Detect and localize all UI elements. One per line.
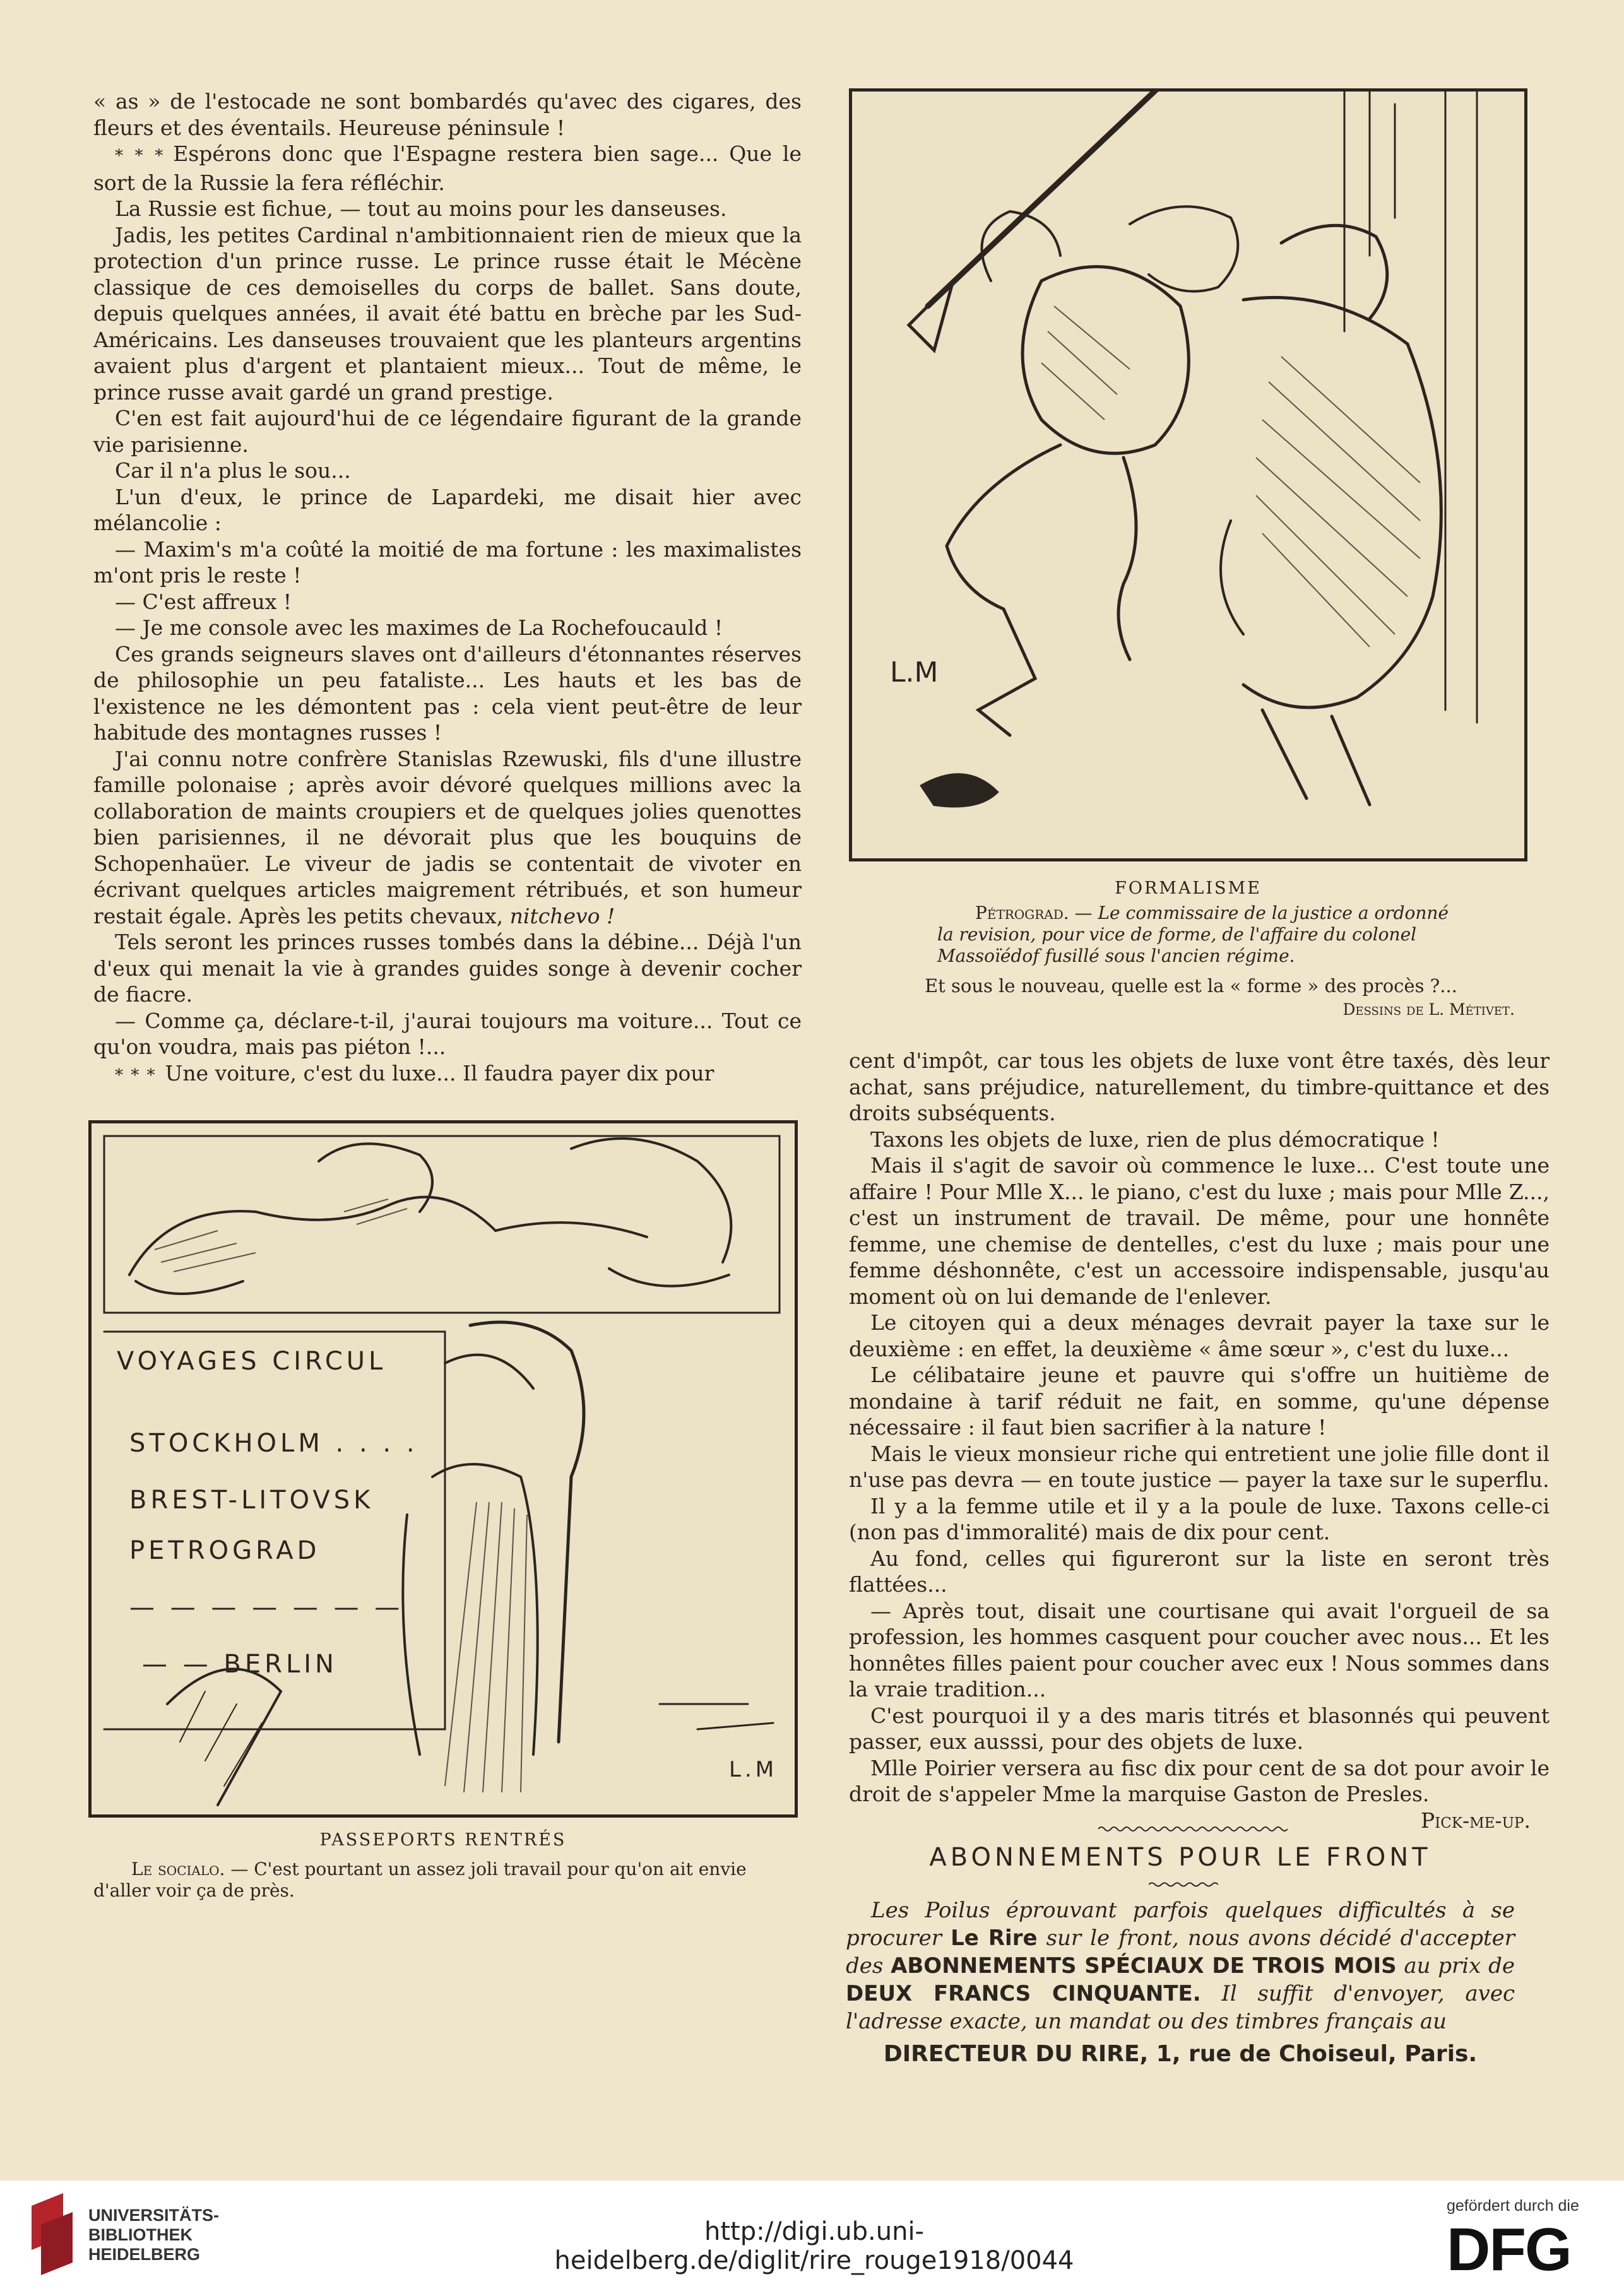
left-col-paragraph-text: La Russie est fichue, — tout au moins pour les danseuses. — [115, 196, 727, 221]
left-col-paragraph-text: Car il n'a plus le sou... — [115, 458, 351, 483]
cartoon-formalisme-caption — [937, 902, 1461, 967]
left-col-paragraph-text: Ces grands seigneurs slaves ont d'ailleurs d'étonnantes réserves de philosophie un peu fataliste... Les hauts et les bas de l'existence ne les démontent pas : cela vient peut-être de leur habitude des montagnes russes ! — [93, 641, 802, 745]
author-signature: Pick-me-up. — [1420, 1808, 1531, 1833]
left-col-paragraph — [93, 1060, 802, 1089]
right-col-paragraph-text: Mais le vieux monsieur riche qui entretient une jolie fille dont il n'use pas devra — en toute justice — payer la taxe sur le superflu. — [849, 1441, 1550, 1492]
left-text-column — [93, 88, 802, 1089]
sign-line-6: — — BERLIN — [142, 1650, 338, 1679]
right-col-paragraph-text: C'est pourquoi il y a des maris titrés et blasonnés qui peuvent passer, eux ausssi, pour des objets de luxe. — [849, 1703, 1550, 1754]
left-col-paragraph — [93, 458, 802, 484]
left-col-paragraph-text: C'en est fait aujourd'hui de ce légendaire figurant de la grande vie parisienne. — [93, 406, 802, 457]
abon-text-1: Les Poilus éprouvant parfois quelques difficultés à se procurer — [846, 1898, 1515, 1951]
left-col-paragraph-text: — Je me console avec les maximes de La Rochefoucauld ! — [115, 615, 723, 640]
right-col-paragraph-text: Il y a la femme utile et il y a la poule de luxe. Taxons celle-ci (non pas d'immoralité) mais de dix pour cent. — [849, 1493, 1550, 1544]
right-col-paragraph-text: Taxons les objets de luxe, rien de plus démocratique ! — [870, 1127, 1440, 1152]
left-col-paragraph-text: Espérons donc que l'Espagne restera bien sage... Que le sort de la Russie la fera réfléchir. — [93, 141, 802, 195]
left-col-paragraph — [93, 641, 802, 746]
abon-text-3: au prix de — [1404, 1953, 1515, 1979]
caption-text: — C'est pourtant un assez joli travail pour qu'on ait envie d'aller voir ça de près. — [93, 1859, 747, 1901]
left-col-paragraph — [93, 141, 802, 196]
right-col-paragraph — [849, 1152, 1550, 1310]
right-col-paragraph — [849, 1493, 1550, 1546]
left-col-paragraph-text: — Maxim's m'a coûté la moitié de ma fortune : les maximalistes m'ont pris le reste ! — [93, 536, 802, 588]
left-col-italic-word: nitchevo ! — [509, 903, 615, 928]
cartoon-formalisme-frame — [849, 88, 1527, 861]
digitization-footer — [0, 2181, 1624, 2296]
abon-bold-3: DEUX FRANCS CINQUANTE. — [846, 1981, 1201, 2006]
left-col-paragraph — [93, 88, 802, 141]
right-text-column — [849, 1048, 1550, 1833]
left-col-paragraph — [93, 589, 802, 615]
library-line-3: HEIDELBERG — [88, 2245, 201, 2264]
right-col-paragraph — [849, 1598, 1550, 1703]
left-col-paragraph — [93, 536, 802, 589]
left-col-paragraph-text: L'un d'eux, le prince de Lapardeki, me disait hier avec mélancolie : — [93, 484, 802, 535]
left-col-paragraph — [93, 405, 802, 458]
left-col-paragraph — [93, 1008, 802, 1060]
right-col-paragraph-text: Le citoyen qui a deux ménages devrait payer la taxe sur le deuxième : en effet, la deuxième « âme sœur », c'est du luxe... — [849, 1310, 1550, 1361]
left-col-paragraph — [93, 222, 802, 406]
abonnements-text — [846, 1897, 1515, 2068]
right-col-paragraph — [849, 1048, 1550, 1127]
abon-text-2: sur le front, nous avons décidé d'accepter des — [846, 1926, 1515, 1979]
cartoon-formalisme-title: FORMALISME — [1115, 879, 1262, 898]
abon-bold-1: Le Rire — [951, 1926, 1038, 1951]
right-col-paragraph — [849, 1755, 1550, 1808]
left-col-paragraph-text: Une voiture, c'est du luxe... Il faudra payer dix pour — [165, 1060, 714, 1086]
cartoon-passeports-drawing — [92, 1123, 795, 1814]
university-library-name — [88, 2206, 219, 2264]
right-col-paragraph — [849, 1703, 1550, 1755]
sign-line-1: VOYAGES CIRCUL — [117, 1347, 387, 1376]
section-asterisks: * * * — [115, 1065, 157, 1085]
abon-text-4: Il suffit d'envoyer, avec l'adresse exacte, un mandat ou des timbres français au — [846, 1981, 1515, 2034]
left-col-paragraph-text: Jadis, les petites Cardinal n'ambitionnaient rien de mieux que la protection d'un prince russe. Le prince russe était le Mécène classique de ces demoiselles du corps de ballet. Sans doute, depuis quelques années, il avait été battu en brèche par les Sud-Américains. Les danseuses trouvaient que les planteurs argentins avaient plus d'argent et plantaient mieux... Tout de même, le prince russe avait gardé un grand prestige. — [93, 222, 802, 405]
cartoon-formalisme-drawing — [852, 92, 1524, 858]
drawings-credit: Dessins de L. Métivet. — [1342, 1000, 1515, 1019]
abonnements-title: ABONNEMENTS POUR LE FRONT — [929, 1843, 1431, 1872]
left-col-paragraph-text: Tels seront les princes russes tombés dans la débine... Déjà l'un d'eux qui menait la vie à grandes guides songe à devenir cocher de fiacre. — [93, 930, 802, 1007]
right-col-paragraph — [849, 1127, 1550, 1153]
wavy-divider — [1098, 1824, 1288, 1834]
sign-line-4: PETROGRAD — [129, 1536, 321, 1565]
right-col-paragraph-text: Mlle Poirier versera au fisc dix pour cent de sa dot pour avoir le droit de s'appeler Mme la marquise Gaston de Presles. — [849, 1755, 1550, 1806]
left-col-paragraph — [93, 484, 802, 536]
left-col-paragraph-text: — C'est affreux ! — [115, 589, 292, 614]
formalisme-speaker: Pétrograd. — [975, 902, 1069, 923]
right-col-paragraph-text: Mais il s'agit de savoir où commence le luxe... C'est toute une affaire ! Pour Mlle X... le piano, c'est du luxe ; mais pour Mlle Z..., c'est un instrument de travail. De même, pour une honnête femme, une chemise de dentelles, c'est du luxe ; mais pour une femme déshonnête, c'est un accessoire indispensable, jusqu'au moment où on lui demande de l'enlever. — [849, 1153, 1550, 1309]
formalisme-question: Et sous le nouveau, quelle est la « forme » des procès ?... — [925, 975, 1457, 997]
left-col-paragraph-text: J'ai connu notre confrère Stanislas Rzewuski, fils d'une illustre famille polonaise ; après avoir dévoré quelques millions avec la collaboration de maints croupiers et de quelques jolies quenottes bien parisiennes, il ne dévorait plus que les bouquins de Schopenhaüer. Le viveur de jadis se contentait de vivoter en écrivant quelques articles maigrement rétribués, et son humeur restait égale. Après les petits chevaux, — [93, 746, 802, 928]
right-col-paragraph — [849, 1310, 1550, 1362]
right-col-paragraph — [849, 1441, 1550, 1493]
sign-line-2: STOCKHOLM . . . . — [129, 1429, 418, 1458]
monogram-top: L.M — [890, 656, 939, 689]
cartoon-passeports-frame — [88, 1120, 798, 1818]
abon-bold-2: ABONNEMENTS SPÉCIAUX DE TROIS MOIS — [891, 1953, 1397, 1979]
left-col-paragraph-text: — Comme ça, déclare-t-il, j'aurai toujours ma voiture... Tout ce qu'on voudra, mais pas piéton !... — [93, 1008, 802, 1059]
library-line-2: BIBLIOTHEK — [88, 2225, 193, 2244]
left-col-paragraph-text: « as » de l'estocade ne sont bombardés qu'avec des cigares, des fleurs et des éventails. Heureuse péninsule ! — [93, 89, 802, 140]
abonnements-address: DIRECTEUR DU RIRE, 1, rue de Choiseul, Paris. — [883, 2041, 1478, 2067]
cartoon-passeports-caption — [93, 1859, 800, 1902]
dfg-logo: DFG — [1447, 2216, 1571, 2283]
left-col-paragraph — [93, 615, 802, 641]
sign-line-5: — — — — — — — — [129, 1593, 404, 1622]
monogram-bottom: L.M — [729, 1757, 778, 1782]
digitization-url-link[interactable]: http://digi.ub.uni-heidelberg.de/diglit/rire_rouge1918/0044 — [554, 2217, 1074, 2275]
formalisme-text: — Le commissaire de la justice a ordonné la revision, pour vice de forme, de l'affaire du colonel Massoïédof fusillé sous l'ancien régime. — [937, 902, 1449, 966]
caption-speaker: Le socialo. — [131, 1859, 225, 1879]
left-col-paragraph — [93, 196, 802, 222]
right-col-paragraph-text: cent d'impôt, car tous les objets de luxe vont être taxés, dès leur achat, sans préjudice, naturellement, du timbre-quittance et des droits subséquents. — [849, 1048, 1550, 1125]
right-col-paragraph-text: Au fond, celles qui figureront sur la liste en seront très flattées... — [849, 1546, 1550, 1597]
small-wavy-divider — [1149, 1881, 1218, 1888]
library-line-1: UNIVERSITÄTS- — [88, 2206, 220, 2225]
section-asterisks: * * * — [115, 146, 165, 165]
left-col-paragraph — [93, 746, 802, 930]
sign-line-3: BREST-LITOVSK — [129, 1486, 374, 1515]
right-col-paragraph-text: — Après tout, disait une courtisane qui avait l'orgueil de sa profession, les hommes casquent pour coucher avec nous... Et les honnêtes filles paient pour coucher avec eux ! Nous sommes dans la vraie tradition... — [849, 1598, 1550, 1701]
right-col-paragraph — [849, 1546, 1550, 1598]
left-col-paragraph — [93, 929, 802, 1008]
university-library-logo-icon — [25, 2193, 82, 2275]
right-col-paragraph — [849, 1362, 1550, 1441]
sponsor-label: gefördert durch die — [1447, 2197, 1579, 2215]
right-col-paragraph-text: Le célibataire jeune et pauvre qui s'offre un huitième de mondaine à tarif réduit ne fait, en somme, qu'une dépense nécessaire : il faut bien sacrifier à la nature ! — [849, 1363, 1550, 1440]
cartoon-passeports-title: PASSEPORTS RENTRÉS — [319, 1830, 567, 1850]
